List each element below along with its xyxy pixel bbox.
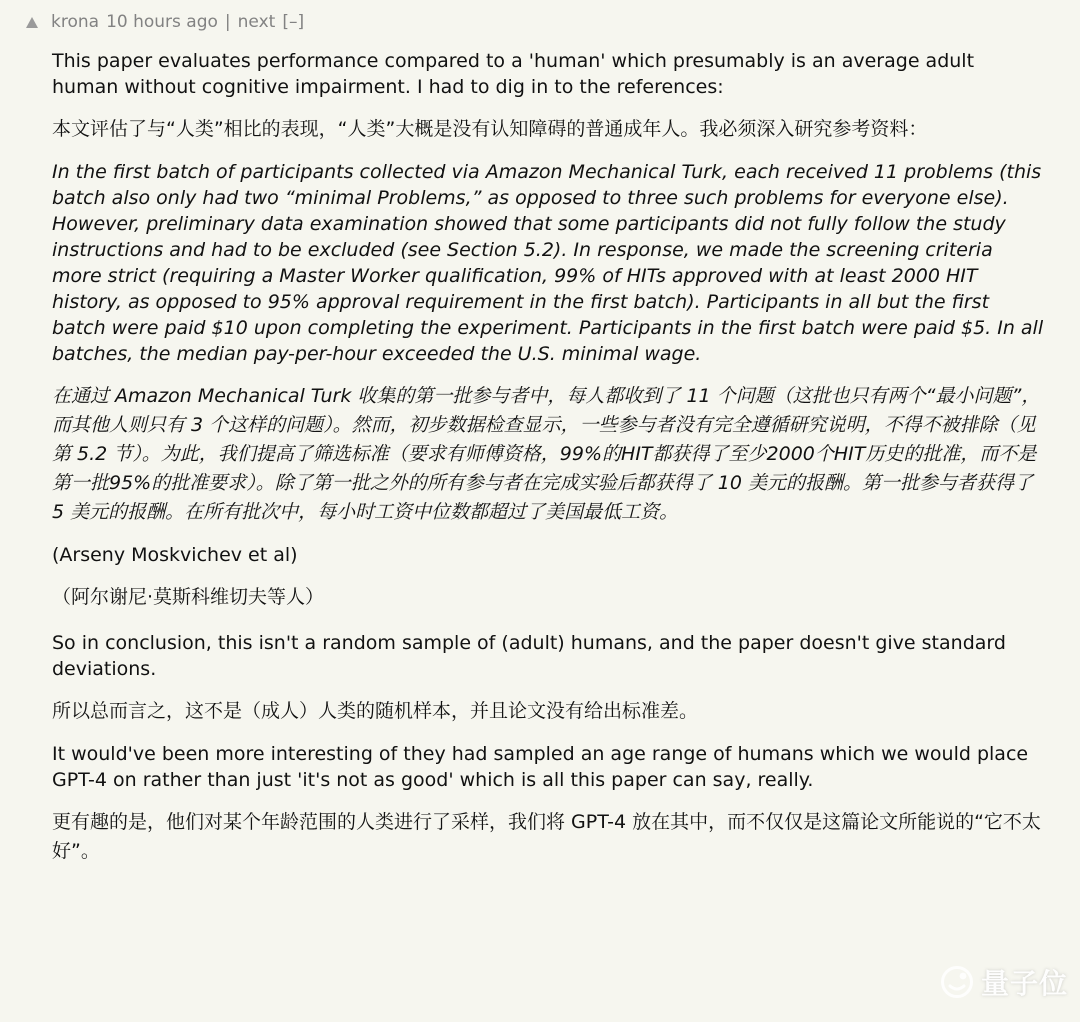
comment-thread [0, 12, 1080, 866]
paragraph-zh-conclusion: 所以总而言之，这不是（成人）人类的随机样本，并且论文没有给出标准差。 [52, 700, 699, 722]
upvote-arrow-icon[interactable] [26, 17, 38, 28]
qbitai-logo-icon [940, 965, 974, 999]
comment-age-link[interactable]: 10 hours ago [106, 12, 218, 32]
comment-body [52, 48, 1044, 866]
watermark-text: 量子位 [980, 967, 1068, 1000]
watermark [940, 962, 1068, 1002]
header-separator: | [224, 12, 231, 32]
paragraph-en-attribution: (Arseny Moskvichev et al) [52, 544, 298, 566]
paragraph-en-remark: It would've been more interesting of they had sampled an age range of humans which we would place GPT-4 on rather than just 'it's not as good' which is all this paper can say, really. [52, 743, 1029, 791]
collapse-toggle[interactable]: [–] [282, 12, 305, 32]
comment-header [26, 12, 1080, 32]
paragraph-en-quote: In the first batch of participants collected via Amazon Mechanical Turk, each received 11 problems (this batch also only had two “minimal Problems,” as opposed to three such problems for everyone else). However, preliminary data examination showed that some participants did not fully follow the study instructions and had to be excluded (see Section 5.2). In response, we made the screening criteria more strict (requiring a Master Worker qualification, 99% of HITs approved with at least 2000 HIT history, as opposed to 95% approval requirement in the first batch). Participants in all but the first batch were paid $10 upon completing the experiment. Participants in the first batch were paid $5. In all batches, the median pay-per-hour exceeded the U.S. minimal wage. [52, 161, 1044, 365]
next-link[interactable]: next [237, 12, 276, 32]
paragraph-en-conclusion: So in conclusion, this isn't a random sample of (adult) humans, and the paper doesn't give standard deviations. [52, 632, 1006, 680]
comment-author-link[interactable]: krona [51, 12, 100, 32]
paragraph-en-intro: This paper evaluates performance compared to a 'human' which presumably is an average adult human without cognitive impairment. I had to dig in to the references: [52, 50, 975, 98]
paragraph-zh-remark: 更有趣的是，他们对某个年龄范围的人类进行了采样，我们将 GPT-4 放在其中，而不仅仅是这篇论文所能说的“它不太好”。 [52, 811, 1041, 862]
paragraph-zh-quote: 在通过 Amazon Mechanical Turk 收集的第一批参与者中，每人都收到了 11 个问题（这批也只有两个“最小问题”，而其他人则只有 3 个这样的问题）。然而，初步数据检查显示，一些参与者没有完全遵循研究说明，不得不被排除（见第 5.2 节）。为此，我们提高了筛选标准（要求有师傅资格，99%的HIT都获得了至少2000个HIT历史的批准，而不是第一批95%的批准要求）。除了第一批之外的所有参与者在完成实验后都获得了 10 美元的报酬。第一批参与者获得了 5 美元的报酬。在所有批次中，每小时工资中位数都超过了美国最低工资。 [52, 385, 1041, 523]
paragraph-zh-attribution: （阿尔谢尼·莫斯科维切夫等人） [52, 586, 325, 608]
paragraph-zh-intro: 本文评估了与“人类”相比的表现，“人类”大概是没有认知障碍的普通成年人。我必须深入研究参考资料： [52, 118, 928, 140]
